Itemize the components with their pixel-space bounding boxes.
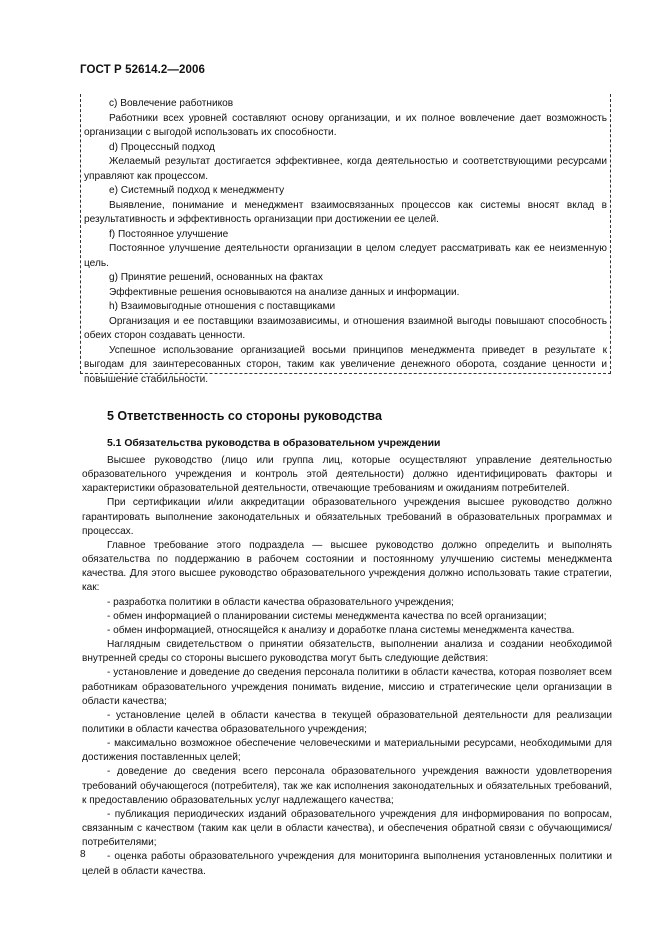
section-title: 5 Ответственность со стороны руководства (107, 409, 382, 423)
list-item: - доведение до сведения всего персонала образовательного учреждения важности удовлетворения требований обучающегося (потребителя), так же как исполнения законодательных и обязательных требований, к предоставлению образовательных услуг надлежащего качества; (82, 766, 612, 806)
list-item: - оценка работы образовательного учреждения для мониторинга выполнения установленных политики и целей в области качества. (82, 851, 612, 877)
paragraph: Организация и ее поставщики взаимозависимы, и отношения взаимной выгоды повышают способность обеих сторон создавать ценности. (84, 315, 607, 341)
paragraph: Наглядным свидетельством о принятии обязательств, выполнении анализа и создании необходимой внутренней среды со стороны высшего руководства могут быть следующие действия: (82, 639, 612, 665)
list-item: - установление и доведение до сведения персонала политики в области качества, которая позволяет всем работникам образовательного учреждения понимать видение, миссию и стратегические цели организации в области качества; (82, 667, 612, 707)
paragraph: Успешное использование организацией восьми принципов менеджмента приведет в результате к выгодам для заинтересованных сторон, таким как увеличение денежного оборота, создание ценности и повышение стабильности. (84, 344, 607, 385)
paragraph: e) Системный подход к менеджменту (109, 185, 285, 196)
page-number: 8 (80, 849, 86, 860)
subsection-title: 5.1 Обязательства руководства в образовательном учреждении (107, 438, 441, 449)
paragraph: Работники всех уровней составляют основу организации, и их полное вовлечение дает возможность организации с выгодой использовать их способности. (84, 112, 607, 138)
document-number: ГОСТ Р 52614.2—2006 (80, 64, 205, 76)
paragraph: Постоянное улучшение деятельности организации в целом следует рассматривать как ее неизменную цель. (84, 243, 607, 269)
paragraph: Выявление, понимание и менеджмент взаимосвязанных процессов как системы вносят вклад в результативность и эффективность организации при достижении ее целей. (84, 199, 607, 225)
paragraph: При сертификации и/или аккредитации образовательного учреждения высшее руководство должно гарантировать выполнение законодательных и обязательных требований в образовательных программах и процессах. (82, 497, 612, 537)
list-item: - обмен информацией, относящейся к анализу и доработке плана системы менеджмента качества. (107, 624, 575, 636)
boxed-principles-section (80, 94, 611, 385)
list-item: - максимально возможное обеспечение человеческими и материальными ресурсами, необходимыми для достижения поставленных целей; (82, 738, 612, 764)
paragraph: f) Постоянное улучшение (109, 228, 229, 240)
section-body (82, 454, 612, 879)
list-item: - публикация периодических изданий образовательного учреждения для информирования по вопросам, связанным с качеством (таким как цели в области качества), и обеспечения обратной связи с обучающимися/потребителями; (82, 808, 612, 849)
paragraph: Желаемый результат достигается эффективнее, когда деятельностью и соответствующими ресурсами управляют как процессом. (84, 156, 607, 182)
paragraph: g) Принятие решений, основанных на фактах (109, 272, 323, 283)
paragraph: с) Вовлечение работников (109, 98, 234, 109)
paragraph: Эффективные решения основываются на анализе данных и информации. (109, 286, 460, 298)
list-item: - обмен информацией о планировании системы менеджмента качества по всей организации; (107, 610, 547, 622)
paragraph: Главное требование этого подраздела — высшее руководство должно определить и выполнять обязательства по поддержанию в рабочем состоянии и постоянному улучшению системы менеджмента качества. Для этого высшее руководство образовательного учреждения должно использовать такие стратегии, как: (82, 539, 612, 594)
list-item: - разработка политики в области качества образовательного учреждения; (107, 596, 454, 608)
paragraph: d) Процессный подход (109, 141, 215, 153)
list-item: - установление целей в области качества в текущей образовательной деятельности для реализации политики в области качества образовательного учреждения; (82, 709, 612, 735)
paragraph: Высшее руководство (лицо или группа лиц, которые осуществляют управление деятельностью образовательного учреждения и контроль этой деятельности) должно идентифицировать факторы и характеристики образовательной деятельности, отвечающие требованиям и ожиданиям потребителей. (82, 455, 612, 495)
paragraph: h) Взаимовыгодные отношения с поставщиками (109, 301, 336, 312)
